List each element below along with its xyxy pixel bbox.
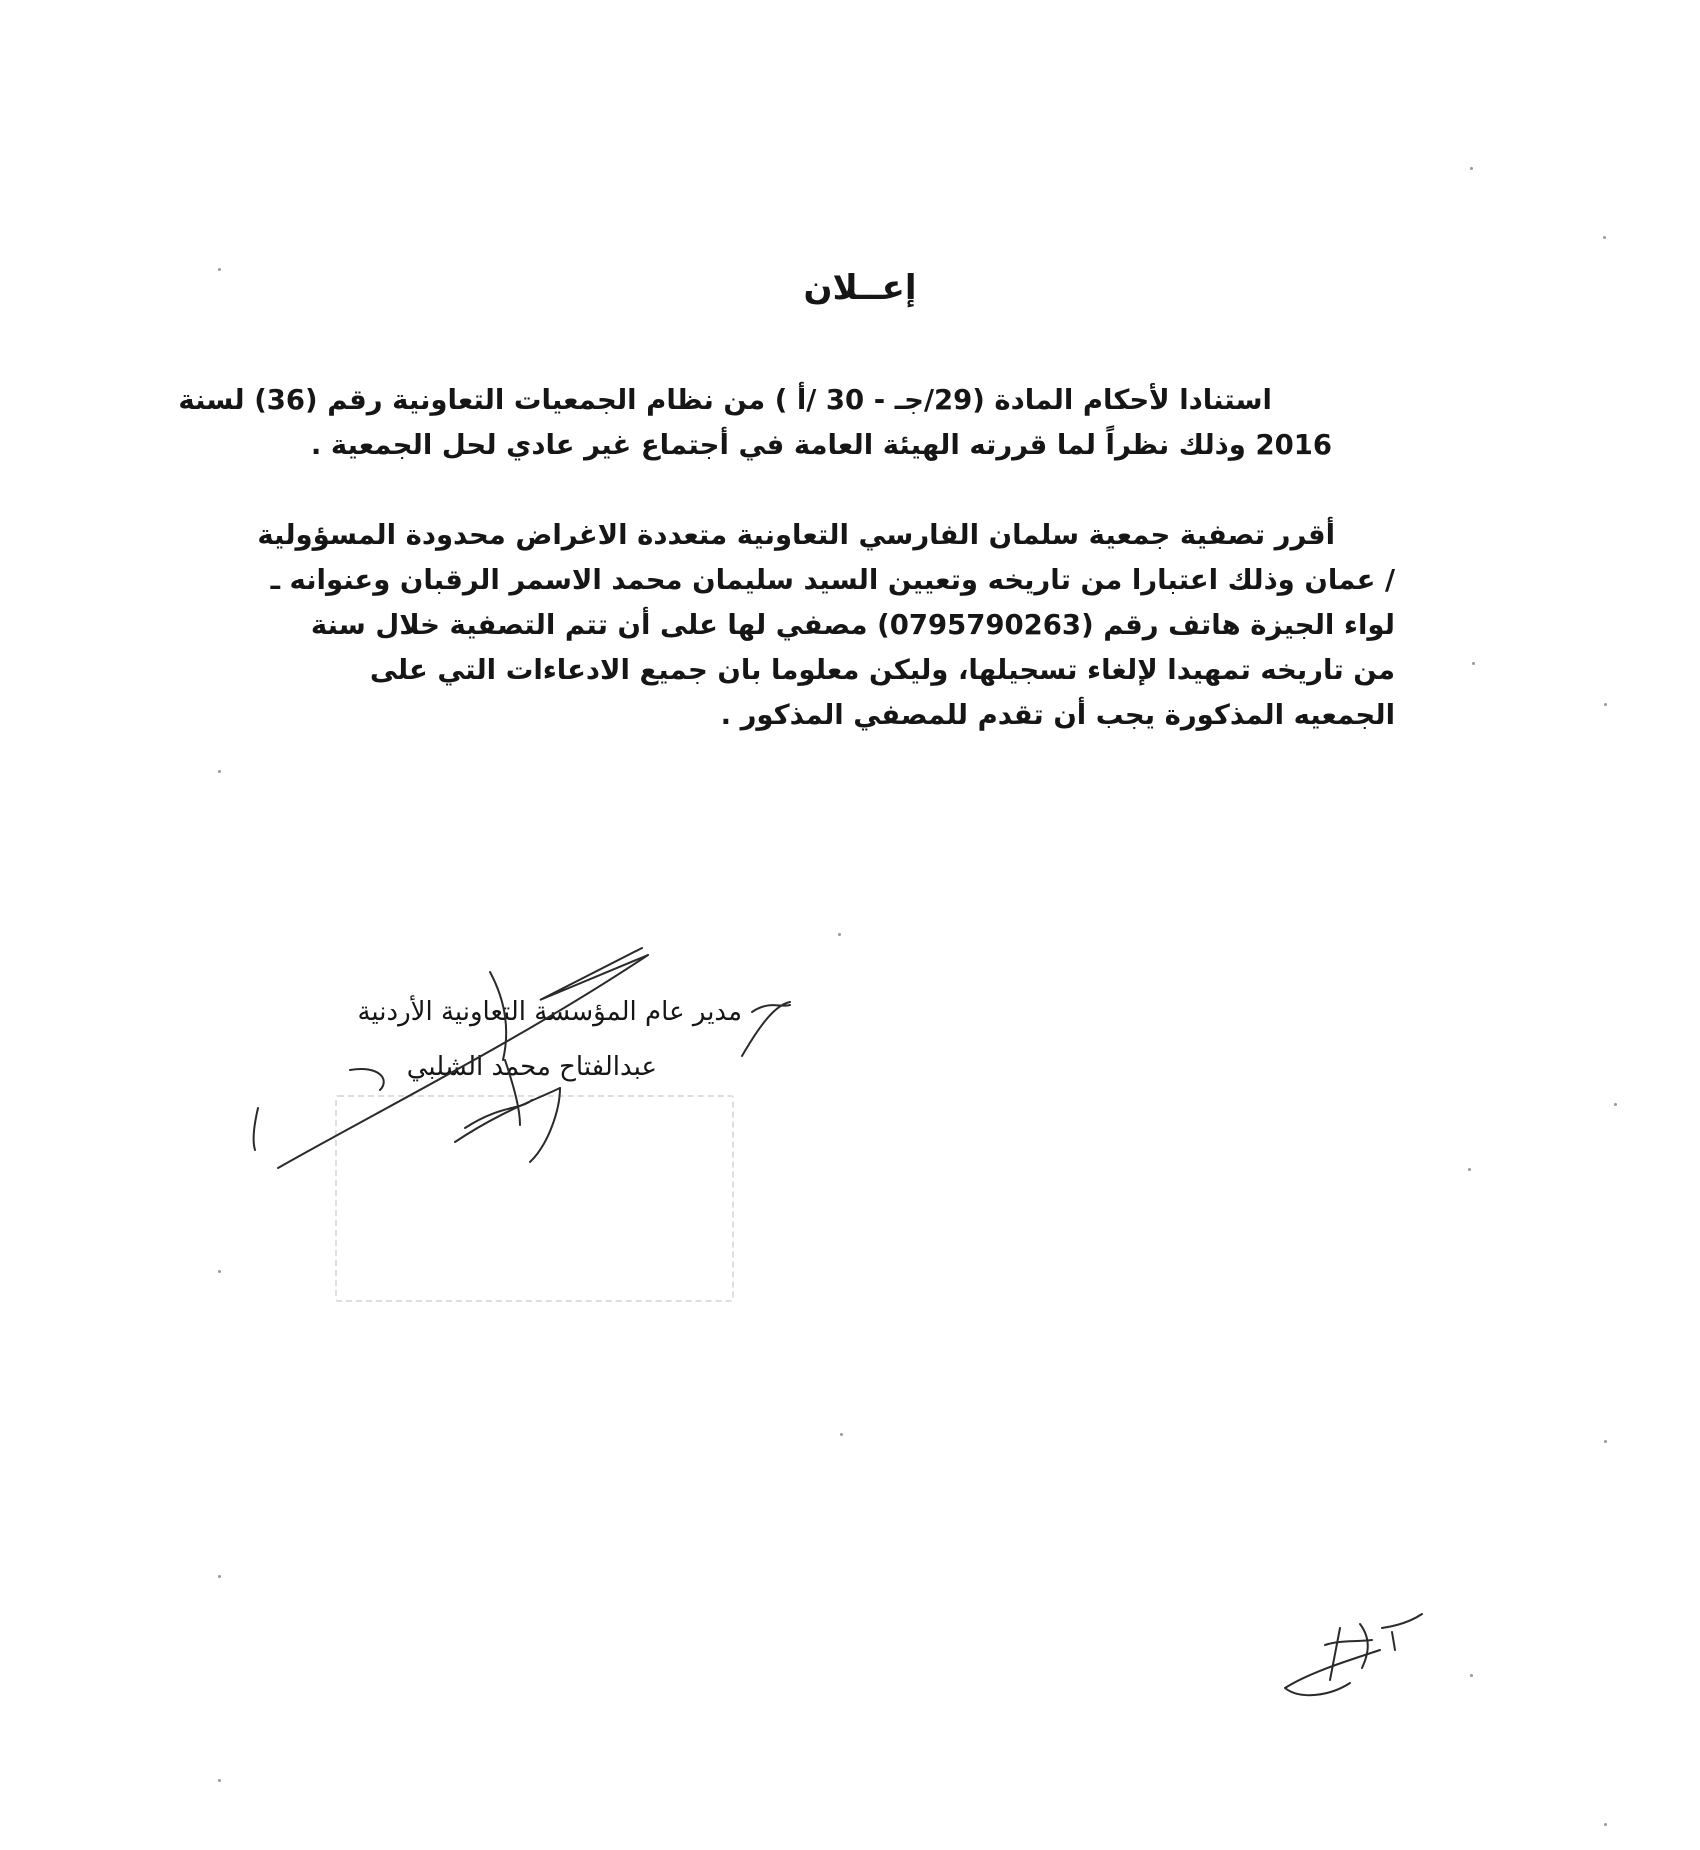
faded-stamp <box>335 1095 734 1302</box>
paragraph-line: الجمعيه المذكورة يجب أن تقدم للمصفي المذكور . <box>720 699 1395 731</box>
paragraph-line: 2016 وذلك نظراً لما قررته الهيئة العامة في أجتماع غير عادي لحل الجمعية . <box>310 429 1332 461</box>
initials-mark <box>1285 1614 1422 1695</box>
legal-basis-paragraph <box>178 378 1332 468</box>
paragraph-line: لواء الجيزة هاتف رقم (0795790263) مصفي لها على أن تتم التصفية خلال سنة <box>310 609 1395 641</box>
paragraph-line: من تاريخه تمهيدا لإلغاء تسجيلها، وليكن معلوما بان جميع الادعاءات التي على <box>369 654 1395 686</box>
paragraph-line: استنادا لأحكام المادة (29/جـ - 30 /أ ) من نظام الجمعيات التعاونية رقم (36) لسنة <box>178 384 1272 416</box>
signature-block <box>357 985 742 1095</box>
signatory-name: عبدالفتاح محمد الشلبي <box>406 1052 657 1082</box>
paragraph-line: / عمان وذلك اعتبارا من تاريخه وتعيين السيد سليمان محمد الاسمر الرقبان وعنوانه ـ <box>270 564 1395 596</box>
paragraph-line: أقرر تصفية جمعية سلمان الفارسي التعاونية متعددة الاغراض محدودة المسؤولية <box>257 519 1335 551</box>
liquidation-decision-paragraph <box>257 513 1395 738</box>
announcement-title: إعــلان <box>803 268 917 308</box>
signatory-position: مدير عام المؤسسة التعاونية الأردنية <box>357 997 742 1027</box>
